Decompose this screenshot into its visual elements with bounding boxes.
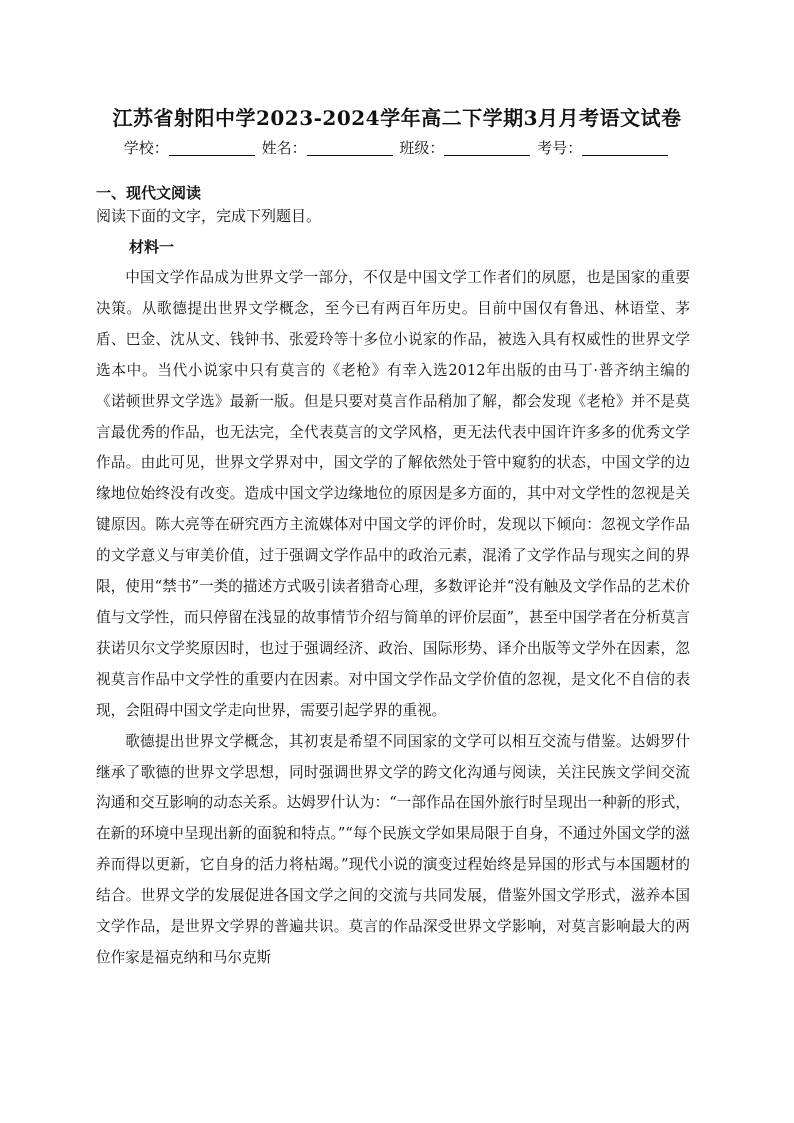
section-heading: 一、现代文阅读	[96, 184, 202, 202]
material-label: 材料一	[129, 238, 175, 256]
reading-passage	[96, 263, 690, 974]
name-label: 姓名：	[261, 139, 307, 157]
page-title: 江苏省射阳中学2023-2024学年高二下学期3月月考语文试卷	[112, 106, 682, 130]
exam-number-label: 考号：	[537, 139, 583, 157]
class-blank	[444, 141, 530, 156]
student-info-row	[0, 137, 794, 158]
school-blank	[169, 141, 255, 156]
school-label: 学校：	[123, 139, 169, 157]
paragraph: 中国文学作品成为世界文学一部分，不仅是中国文学工作者们的夙愿，也是国家的重要决策。从歌德提出世界文学概念，至今已有两百年历史。目前中国仅有鲁迅、林语堂、茅盾、巴金、沈从文、钱钟书、张爱玲等十多位小说家的作品，被选入具有权威性的世界文学选本中。当代小说家中只有莫言的《老枪》有幸入选2012年出版的由马丁·普齐纳主编的《诺顿世界文学选》最新一版。但是只要对莫言作品稍加了解，都会发现《老枪》并不是莫言最优秀的作品，也无法完，全代表莫言的文学风格，更无法代表中国许许多多的优秀文学作品。由此可见，世界文学界对中，国文学的了解依然处于管中窥豹的状态，中国文学的边缘地位始终没有改变。造成中国文学边缘地位的原因是多方面的，其中对文学性的忽视是关键原因。陈大亮等在研究西方主流媒体对中国文学的评价时，发现以下倾向：忽视文学作品的文学意义与审美价值，过于强调文学作品中的政治元素，混淆了文学作品与现实之间的界限，使用“禁书”一类的描述方式吸引读者猎奇心理，多数评论并“没有触及文学作品的艺术价值与文学性，而只停留在浅显的故事情节介绍与简单的评价层面”，甚至中国学者在分析莫言获诺贝尔文学奖原因时，也过于强调经济、政治、国际形势、译介出版等文学外在因素，忽视莫言作品中文学性的重要内在因素。对中国文学作品文学价值的忽视，是文化不自信的表现，会阻碍中国文学走向世界，需要引起学界的重视。	[96, 269, 690, 719]
class-label: 班级：	[399, 139, 445, 157]
paragraph: 歌德提出世界文学概念，其初衷是希望不同国家的文学可以相互交流与借鉴。达姆罗什继承了歌德的世界文学思想，同时强调世界文学的跨文化沟通与阅读，关注民族文学间交流沟通和交互影响的动态关系。达姆罗什认为：“一部作品在国外旅行时呈现出一种新的形式，在新的环境中呈现出新的面貌和特点。”“每个民族文学如果局限于自身，不通过外国文学的滋养而得以更新，它自身的活力将枯竭。”现代小说的演变过程始终是异国的形式与本国题材的结合。世界文学的发展促进各国文学之间的交流与共同发展，借鉴外国文学形式，滋养本国文学作品，是世界文学界的普遍共识。莫言的作品深受世界文学影响，对莫言影响最大的两位作家是福克纳和马尔克斯	[96, 732, 690, 966]
name-blank	[307, 141, 393, 156]
reading-instruction: 阅读下面的文字，完成下列题目。	[96, 207, 322, 225]
exam-number-blank	[582, 141, 668, 156]
